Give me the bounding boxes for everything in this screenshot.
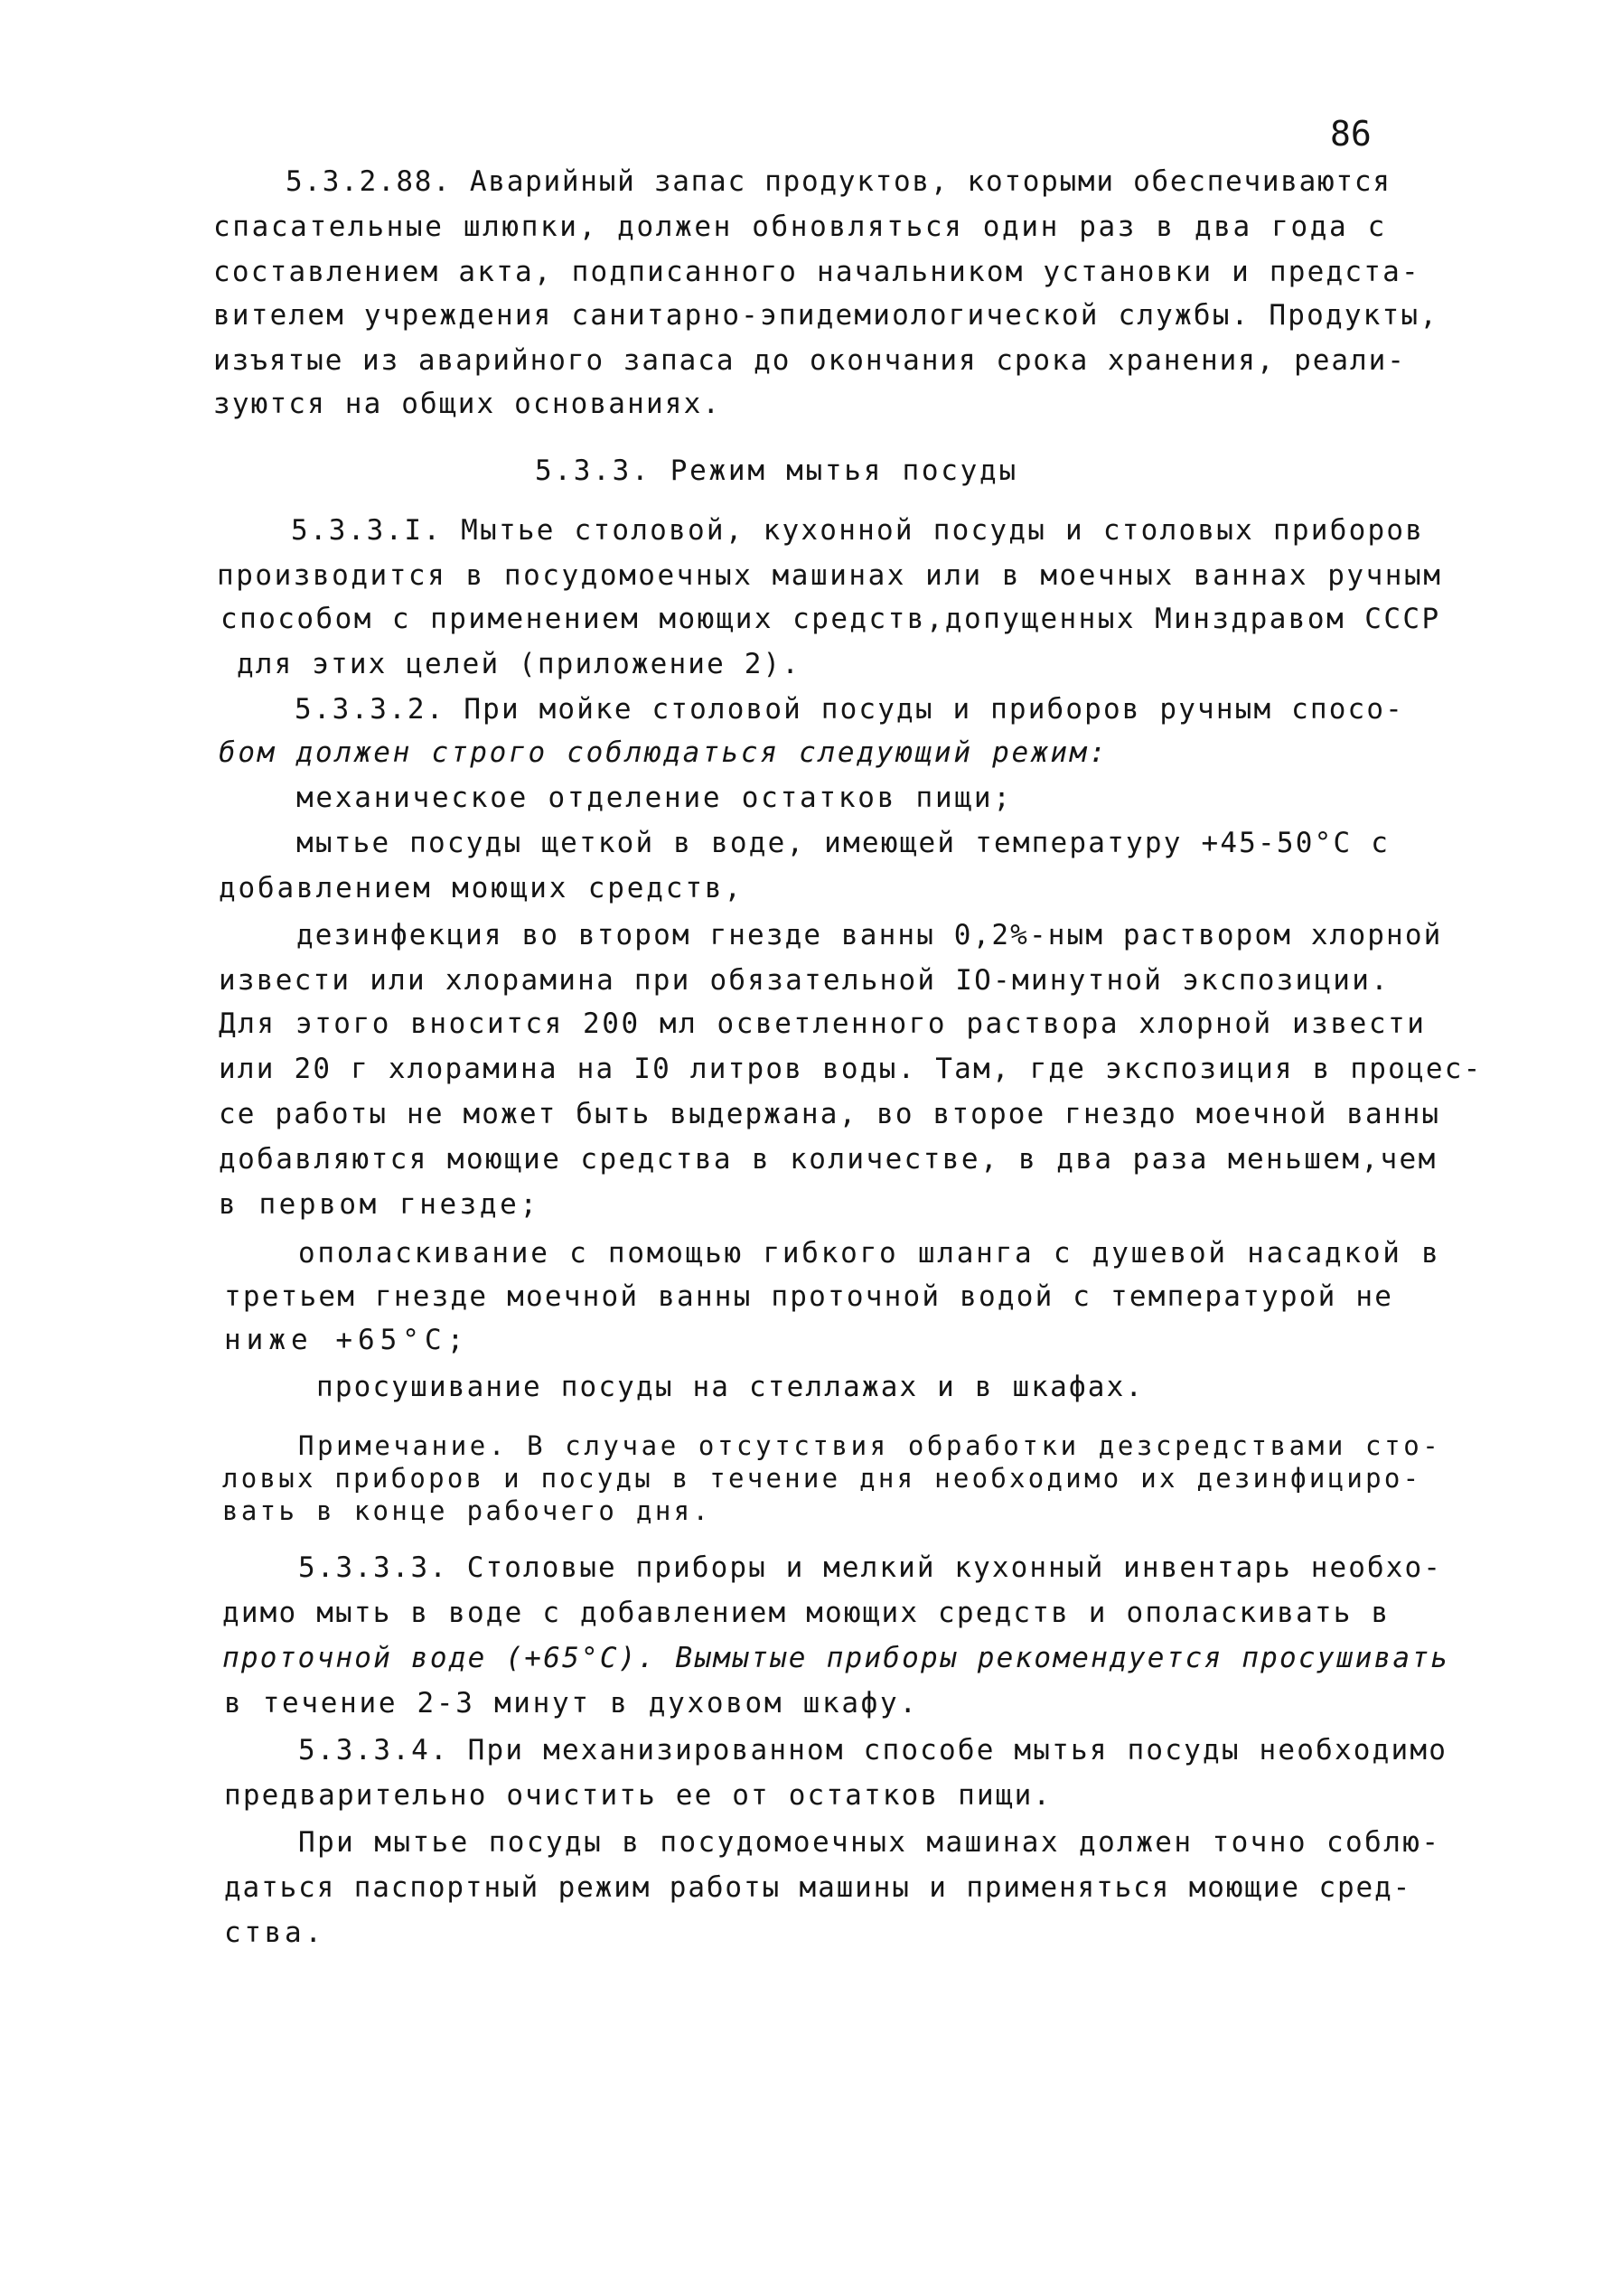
paragraph-line: добавлением моющих средств, — [219, 872, 744, 904]
paragraph-line: проточной воде (+65°С). Вымытые приборы рекомендуется просушивать — [222, 1642, 1450, 1674]
paragraph-line: третьем гнезде моечной ванны проточной водой с температурой не — [224, 1280, 1394, 1313]
note-line: Примечание. В случае отсутствия обработки дезсредствами сто- — [298, 1430, 1442, 1461]
note-line: ловых приборов и посуды в течение дня необходимо их дезинфициро- — [222, 1463, 1422, 1494]
paragraph-line: ниже +65°С; — [224, 1324, 470, 1356]
paragraph-line: изъятые из аварийного запаса до окончания срока хранения, реали- — [213, 344, 1406, 377]
paragraph-line: дезинфекция во втором гнезде ванны 0,2%-ным раствором хлорной — [296, 919, 1443, 951]
paragraph-line: 5.3.3.I. Мытье столовой, кухонной посуды и столовых приборов — [291, 514, 1425, 547]
paragraph-line: добавляются моющие средства в количестве, в два раза меньшем,чем — [219, 1143, 1438, 1176]
paragraph-line: 5.3.3.3. Столовые приборы и мелкий кухонный инвентарь необхо- — [298, 1551, 1442, 1584]
section-heading: 5.3.3. Режим мытья посуды — [535, 455, 1018, 487]
paragraph-line: извести или хлорамина при обязательной IO-минутной экспозиции. — [219, 964, 1391, 997]
paragraph-line: димо мыть в воде с добавлением моющих средств и ополаскивать в — [222, 1597, 1391, 1629]
paragraph-line: бом должен строго соблюдаться следующий режим: — [219, 736, 1109, 769]
paragraph-line: ства. — [224, 1916, 325, 1949]
paragraph-line: в первом гнезде; — [219, 1188, 540, 1221]
paragraph-line: 5.3.3.2. При мойке столовой посуды и приборов ручным спосо- — [295, 693, 1405, 726]
paragraph-line: для этих целей (приложение 2). — [237, 648, 801, 680]
paragraph-line: спасательные шлюпки, должен обновляться один раз в два года с — [213, 211, 1387, 243]
paragraph-line: мытье посуды щеткой в воде, имеющей температуру +45-50°С с — [296, 827, 1391, 859]
paragraph-line: составлением акта, подписанного начальником установки и предста- — [213, 256, 1420, 288]
paragraph-line: механическое отделение остатков пищи; — [296, 782, 1013, 814]
paragraph-line: предварительно очистить ее от остатков пищи. — [224, 1779, 1053, 1812]
paragraph-line: се работы не может быть выдержана, во второе гнездо моечной ванны — [219, 1098, 1441, 1130]
paragraph-line: просушивание посуды на стеллажах и в шкафах. — [316, 1371, 1145, 1403]
paragraph-line: вителем учреждения санитарно-эпидемиологической службы. Продукты, — [213, 299, 1439, 332]
paragraph-line: производится в посудомоечных машинах или в моечных ваннах ручным — [217, 559, 1443, 592]
paragraph-line: При мытье посуды в посудомоечных машинах должен точно соблю- — [298, 1826, 1441, 1859]
paragraph-line: зуются на общих основаниях. — [213, 388, 722, 420]
paragraph-line: 5.3.2.88. Аварийный запас продуктов, которыми обеспечиваются — [286, 165, 1391, 198]
paragraph-line: Для этого вносится 200 мл осветленного раствора хлорной извести — [219, 1007, 1427, 1040]
page-number: 86 — [1330, 114, 1372, 154]
paragraph-line: ополаскивание с помощью гибкого шланга с душевой насадкой в — [298, 1237, 1441, 1270]
paragraph-line: способом с применением моющих средств,допущенных Минздравом СССР — [220, 603, 1441, 635]
paragraph-line: или 20 г хлорамина на I0 литров воды. Там, где экспозиция в процес- — [219, 1053, 1483, 1085]
paragraph-line: в течение 2-3 минут в духовом шкафу. — [224, 1687, 919, 1720]
paragraph-line: даться паспортный режим работы машины и применяться моющие сред- — [224, 1871, 1412, 1904]
paragraph-line: 5.3.3.4. При механизированном способе мытья посуды необходимо — [298, 1734, 1448, 1767]
note-line: вать в конце рабочего дня. — [222, 1495, 712, 1526]
